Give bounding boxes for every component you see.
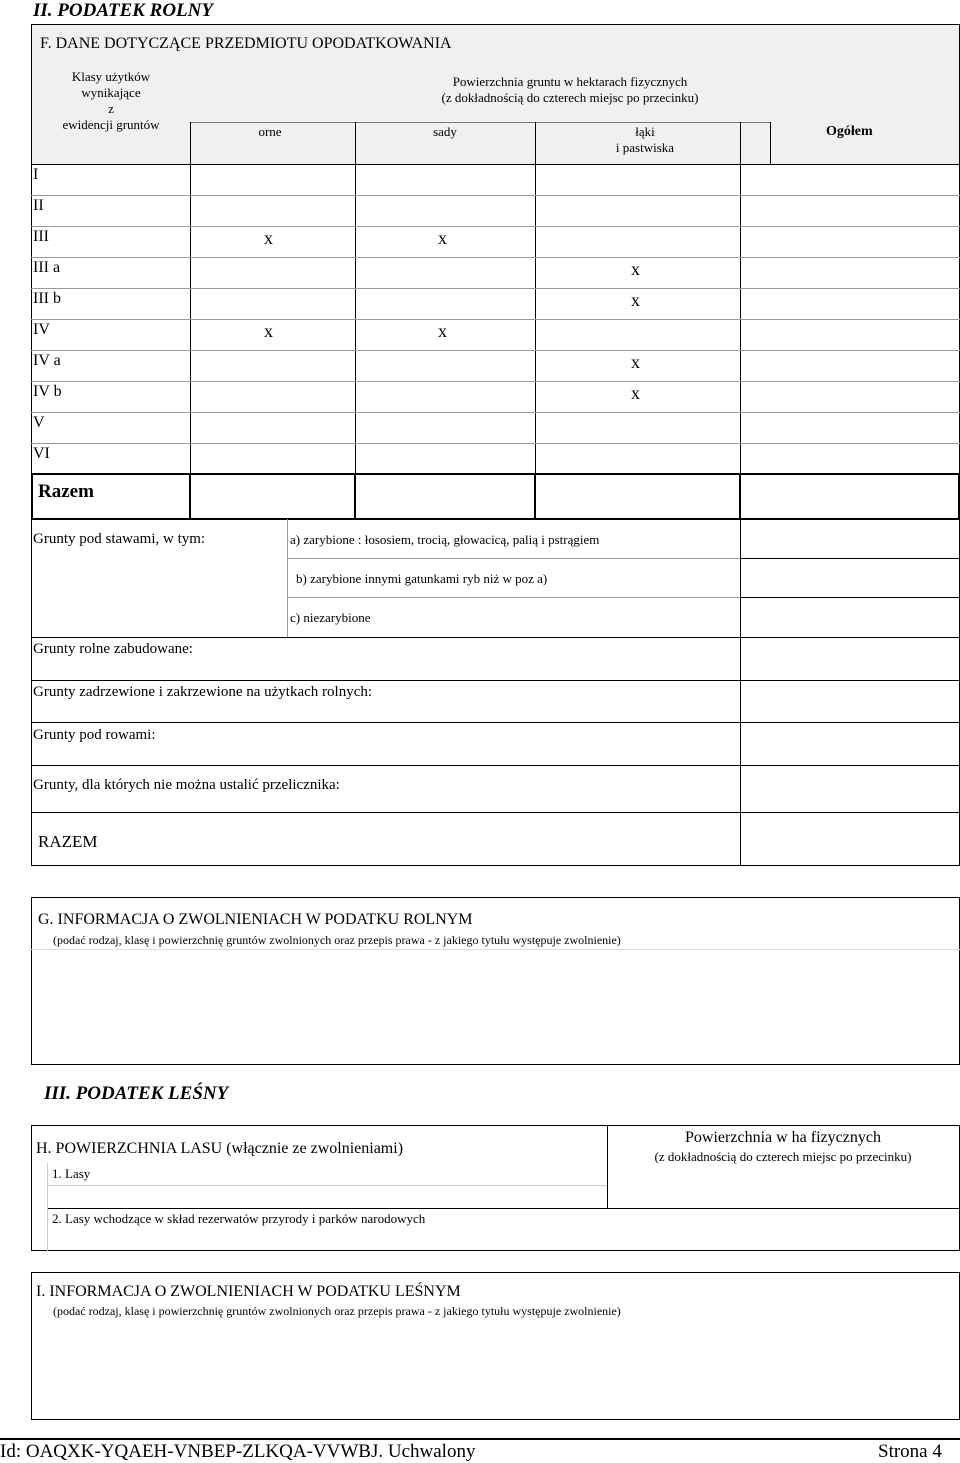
- class-label: VI: [33, 445, 50, 462]
- grid-hline: [31, 412, 960, 413]
- grid-hline: [31, 226, 960, 227]
- col-sady: sady: [433, 124, 457, 139]
- x-mark: x: [631, 352, 640, 372]
- classes-header-line: ewidencji gruntów: [62, 117, 160, 132]
- grid-vline: [355, 122, 356, 474]
- classes-header-line: Klasy użytków: [71, 69, 151, 84]
- grid-vline: [740, 122, 741, 474]
- footer-page: Strona 4: [878, 1441, 942, 1462]
- section-iii-title: III. PODATEK LEŚNY: [44, 1083, 229, 1104]
- x-mark: x: [438, 228, 447, 248]
- pond-c-label: c) niezarybione: [290, 610, 371, 625]
- extras-hline: [740, 558, 960, 559]
- classes-header-line: z: [108, 101, 114, 116]
- col-laki-line: i pastwiska: [615, 140, 675, 155]
- subheader-divider: [190, 122, 770, 123]
- footer-rule: [0, 1438, 960, 1440]
- class-label: IV b: [33, 383, 62, 400]
- forest-item-1: 1. Lasy: [52, 1166, 91, 1181]
- col-ogolem: Ogółem: [826, 124, 873, 139]
- class-label: V: [33, 414, 45, 431]
- x-mark: x: [631, 259, 640, 279]
- area-header-line: Powierzchnia gruntu w hektarach fizycznych: [452, 74, 688, 89]
- grid-hline: [31, 288, 960, 289]
- class-label: II: [33, 197, 44, 214]
- pond-a-label: a) zarybione : łososiem, trocią, głowacicą, palią i pstrągiem: [290, 532, 600, 547]
- razem-row: [31, 473, 960, 520]
- wooded-label: Grunty zadrzewione i zakrzewione na użytkach rolnych:: [33, 684, 373, 700]
- extras-hline: [31, 765, 960, 766]
- extras-hline: [287, 597, 740, 598]
- col-orne: orne: [258, 124, 282, 139]
- razem-divider: [354, 473, 356, 520]
- grid-hline: [31, 195, 960, 196]
- area-ha-subheader: (z dokładnością do czterech miejsc po przecinku): [654, 1149, 912, 1164]
- classes-header-line: wynikające: [81, 85, 141, 100]
- no-factor-label: Grunty, dla których nie można ustalić przelicznika:: [33, 777, 340, 793]
- extras-hline: [287, 558, 740, 559]
- area-header: [320, 74, 820, 106]
- razem-divider: [739, 473, 741, 520]
- grid-hline: [31, 257, 960, 258]
- col-laki-line: łąki: [635, 124, 655, 139]
- razem-divider: [189, 473, 191, 520]
- class-label: IV: [33, 321, 50, 338]
- class-label: III b: [33, 290, 61, 307]
- pond-b-label: b) zarybione innymi gatunkami ryb niż w poz a): [296, 571, 548, 586]
- section-i-title: I. INFORMACJA O ZWOLNIENIACH W PODATKU LEŚNYM: [36, 1283, 461, 1300]
- built-label: Grunty rolne zabudowane:: [33, 641, 193, 657]
- extras-hline: [31, 637, 960, 638]
- grid-hline: [31, 350, 960, 351]
- grid-hline: [31, 381, 960, 382]
- extras-hline: [31, 812, 960, 813]
- grid-hline: [31, 443, 960, 444]
- class-label: I: [33, 166, 39, 183]
- razem-divider: [534, 473, 536, 520]
- section-f-title: F. DANE DOTYCZĄCE PRZEDMIOTU OPODATKOWANIA: [40, 35, 452, 52]
- section-i-subtitle: (podać rodzaj, klasę i powierzchnię gruntów zwolnionych oraz przepis prawa - z jakiego tytułu występuje zwolnienie): [53, 1304, 621, 1318]
- ponds-label: Grunty pod stawami, w tym:: [33, 531, 206, 547]
- razem-label: Razem: [38, 481, 94, 502]
- section-g-subtitle: (podać rodzaj, klasę i powierzchnię gruntów zwolnionych oraz przepis prawa - z jakiego tytułu występuje zwolnienie): [53, 933, 621, 947]
- ditches-label: Grunty pod rowami:: [33, 727, 156, 743]
- class-label: IV a: [33, 352, 61, 369]
- x-mark: x: [631, 290, 640, 310]
- extras-vline: [740, 519, 741, 866]
- area-ha-header: Powierzchnia w ha fizycznych: [685, 1129, 881, 1146]
- extras-hline: [31, 680, 960, 681]
- x-mark: x: [264, 228, 273, 248]
- section-h-hline: [47, 1185, 607, 1186]
- area-header-line: (z dokładnością do czterech miejsc po przecinku): [441, 90, 699, 105]
- x-mark: x: [264, 321, 273, 341]
- class-label: III a: [33, 259, 61, 276]
- section-g-divider: [31, 949, 960, 950]
- grid-vline: [770, 122, 771, 165]
- section-h-vline: [47, 1163, 48, 1251]
- grid-vline: [190, 122, 191, 474]
- section-h-title: H. POWIERZCHNIA LASU (włącznie ze zwolnieniami): [36, 1140, 404, 1157]
- extras-hline: [740, 597, 960, 598]
- forest-item-2: 2. Lasy wchodzące w skład rezerwatów przyrody i parków narodowych: [52, 1211, 426, 1226]
- classes-header: [31, 69, 191, 133]
- col-laki: [590, 124, 700, 156]
- total-label: RAZEM: [38, 832, 98, 851]
- extras-hline: [31, 722, 960, 723]
- x-mark: x: [631, 383, 640, 403]
- x-mark: x: [438, 321, 447, 341]
- class-label: III: [33, 228, 49, 245]
- grid-hline: [31, 319, 960, 320]
- section-g-title: G. INFORMACJA O ZWOLNIENIACH W PODATKU ROLNYM: [38, 911, 473, 928]
- section-ii-title: II. PODATEK ROLNY: [33, 0, 213, 21]
- grid-vline: [535, 122, 536, 474]
- extras-vline: [287, 519, 288, 638]
- footer-id: Id: OAQXK-YQAEH-VNBEP-ZLKQA-VVWBJ. Uchwalony: [0, 1441, 476, 1462]
- section-h-hline: [47, 1208, 960, 1209]
